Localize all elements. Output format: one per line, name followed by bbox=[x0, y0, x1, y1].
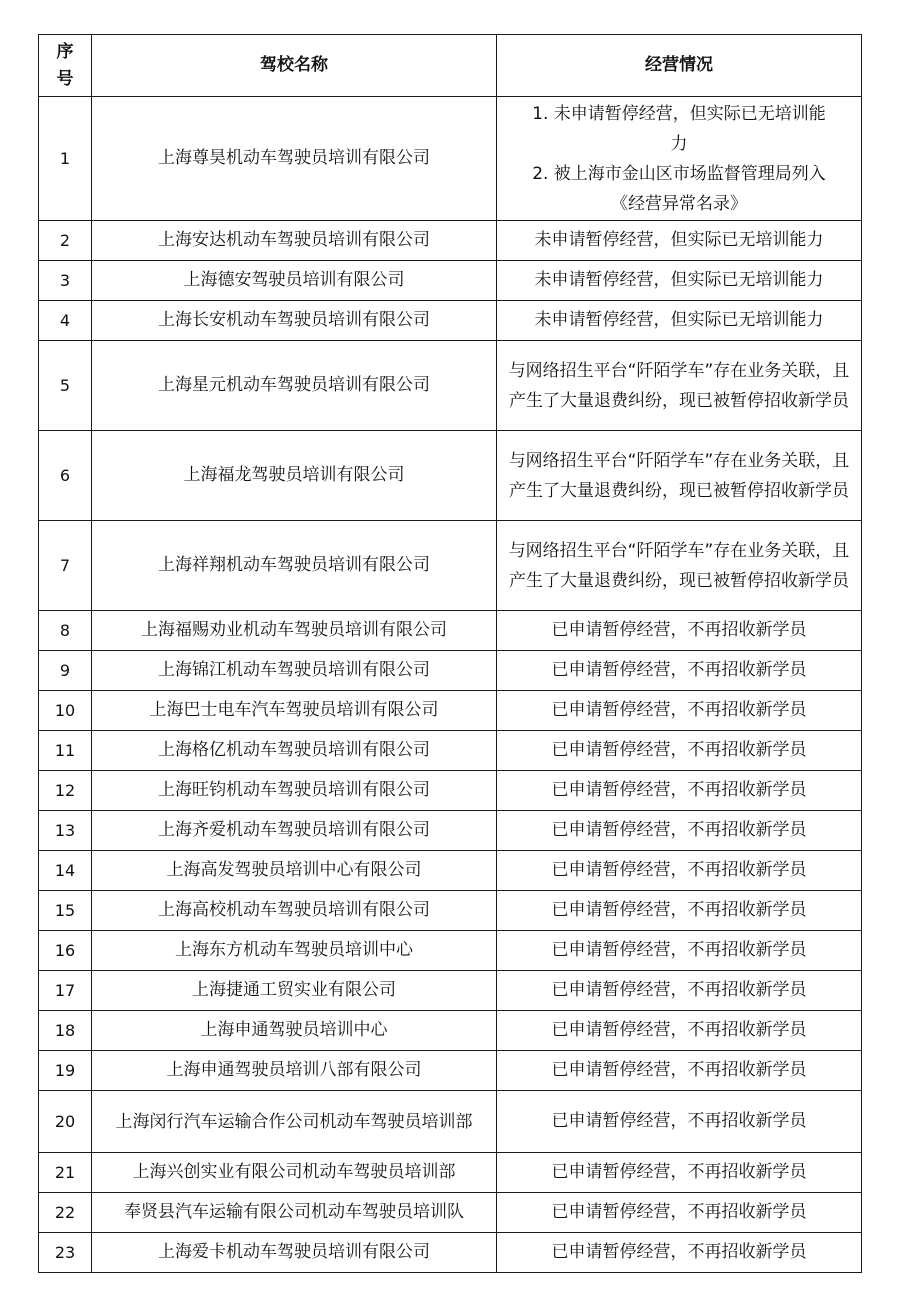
row-school-name: 上海长安机动车驾驶员培训有限公司 bbox=[92, 301, 497, 341]
row-index: 8 bbox=[39, 611, 92, 651]
row-status: 已申请暂停经营，不再招收新学员 bbox=[497, 651, 862, 691]
row-school-name: 奉贤县汽车运输有限公司机动车驾驶员培训队 bbox=[92, 1193, 497, 1233]
row-school-name: 上海申通驾驶员培训中心 bbox=[92, 1011, 497, 1051]
row-index: 7 bbox=[39, 521, 92, 611]
row-school-name: 上海德安驾驶员培训有限公司 bbox=[92, 261, 497, 301]
row-index: 19 bbox=[39, 1051, 92, 1091]
row-index: 12 bbox=[39, 771, 92, 811]
row-school-name: 上海申通驾驶员培训八部有限公司 bbox=[92, 1051, 497, 1091]
row-index: 21 bbox=[39, 1153, 92, 1193]
row-status: 已申请暂停经营，不再招收新学员 bbox=[497, 1011, 862, 1051]
row-index: 18 bbox=[39, 1011, 92, 1051]
row-status: 已申请暂停经营，不再招收新学员 bbox=[497, 691, 862, 731]
row-index: 2 bbox=[39, 221, 92, 261]
row-index: 15 bbox=[39, 891, 92, 931]
row-school-name: 上海旺钧机动车驾驶员培训有限公司 bbox=[92, 771, 497, 811]
row-index: 10 bbox=[39, 691, 92, 731]
row-school-name: 上海捷通工贸实业有限公司 bbox=[92, 971, 497, 1011]
table-row bbox=[39, 731, 862, 771]
row-status: 已申请暂停经营，不再招收新学员 bbox=[497, 811, 862, 851]
row-school-name: 上海齐爱机动车驾驶员培训有限公司 bbox=[92, 811, 497, 851]
table-row bbox=[39, 771, 862, 811]
document-page bbox=[38, 34, 862, 1273]
row-status: 未申请暂停经营，但实际已无培训能力 bbox=[497, 261, 862, 301]
row-status: 未申请暂停经营，但实际已无培训能力 bbox=[497, 301, 862, 341]
table-row bbox=[39, 691, 862, 731]
row-index: 11 bbox=[39, 731, 92, 771]
row-index: 22 bbox=[39, 1193, 92, 1233]
row-index: 6 bbox=[39, 431, 92, 521]
table-row bbox=[39, 971, 862, 1011]
row-school-name: 上海福赐劝业机动车驾驶员培训有限公司 bbox=[92, 611, 497, 651]
table-row bbox=[39, 851, 862, 891]
header-school-name: 驾校名称 bbox=[92, 35, 497, 97]
row-index: 1 bbox=[39, 97, 92, 221]
row-status: 已申请暂停经营，不再招收新学员 bbox=[497, 1051, 862, 1091]
table-row bbox=[39, 931, 862, 971]
row-status: 已申请暂停经营，不再招收新学员 bbox=[497, 1153, 862, 1193]
row-index: 17 bbox=[39, 971, 92, 1011]
table-row bbox=[39, 811, 862, 851]
row-school-name: 上海爱卡机动车驾驶员培训有限公司 bbox=[92, 1233, 497, 1273]
row-school-name: 上海尊昊机动车驾驶员培训有限公司 bbox=[92, 97, 497, 221]
table-row bbox=[39, 301, 862, 341]
table-row bbox=[39, 1233, 862, 1273]
row-status: 已申请暂停经营，不再招收新学员 bbox=[497, 771, 862, 811]
table-row bbox=[39, 97, 862, 221]
row-index: 9 bbox=[39, 651, 92, 691]
row-school-name: 上海祥翔机动车驾驶员培训有限公司 bbox=[92, 521, 497, 611]
row-school-name: 上海东方机动车驾驶员培训中心 bbox=[92, 931, 497, 971]
row-school-name: 上海兴创实业有限公司机动车驾驶员培训部 bbox=[92, 1153, 497, 1193]
table-row bbox=[39, 261, 862, 301]
table-row bbox=[39, 341, 862, 431]
row-status: 与网络招生平台“阡陌学车”存在业务关联，且产生了大量退费纠纷，现已被暂停招收新学员 bbox=[497, 341, 862, 431]
row-status: 与网络招生平台“阡陌学车”存在业务关联，且产生了大量退费纠纷，现已被暂停招收新学员 bbox=[497, 521, 862, 611]
row-school-name: 上海锦江机动车驾驶员培训有限公司 bbox=[92, 651, 497, 691]
row-index: 16 bbox=[39, 931, 92, 971]
table-row bbox=[39, 1153, 862, 1193]
row-index: 23 bbox=[39, 1233, 92, 1273]
row-index: 20 bbox=[39, 1091, 92, 1153]
table-row bbox=[39, 1011, 862, 1051]
row-school-name: 上海星元机动车驾驶员培训有限公司 bbox=[92, 341, 497, 431]
table-header-row bbox=[39, 35, 862, 97]
row-status: 已申请暂停经营，不再招收新学员 bbox=[497, 851, 862, 891]
row-status: 已申请暂停经营，不再招收新学员 bbox=[497, 891, 862, 931]
table-row bbox=[39, 221, 862, 261]
header-index: 序 号 bbox=[39, 35, 92, 97]
table-row bbox=[39, 651, 862, 691]
row-school-name: 上海高校机动车驾驶员培训有限公司 bbox=[92, 891, 497, 931]
row-index: 3 bbox=[39, 261, 92, 301]
row-school-name: 上海闵行汽车运输合作公司机动车驾驶员培训部 bbox=[92, 1091, 497, 1153]
row-status: 1. 未申请暂停经营，但实际已无培训能 力 2. 被上海市金山区市场监督管理局列入 《经营异常名录》 bbox=[497, 97, 862, 221]
table-row bbox=[39, 1193, 862, 1233]
row-status: 已申请暂停经营，不再招收新学员 bbox=[497, 1091, 862, 1153]
row-index: 14 bbox=[39, 851, 92, 891]
table-row bbox=[39, 1091, 862, 1153]
table-row bbox=[39, 1051, 862, 1091]
table-row bbox=[39, 611, 862, 651]
table-row bbox=[39, 891, 862, 931]
row-index: 4 bbox=[39, 301, 92, 341]
row-status: 已申请暂停经营，不再招收新学员 bbox=[497, 611, 862, 651]
row-status: 未申请暂停经营，但实际已无培训能力 bbox=[497, 221, 862, 261]
row-school-name: 上海高发驾驶员培训中心有限公司 bbox=[92, 851, 497, 891]
row-school-name: 上海格亿机动车驾驶员培训有限公司 bbox=[92, 731, 497, 771]
row-status: 已申请暂停经营，不再招收新学员 bbox=[497, 731, 862, 771]
row-status: 已申请暂停经营，不再招收新学员 bbox=[497, 1193, 862, 1233]
row-status: 已申请暂停经营，不再招收新学员 bbox=[497, 1233, 862, 1273]
row-status: 与网络招生平台“阡陌学车”存在业务关联，且产生了大量退费纠纷，现已被暂停招收新学员 bbox=[497, 431, 862, 521]
row-index: 13 bbox=[39, 811, 92, 851]
row-school-name: 上海福龙驾驶员培训有限公司 bbox=[92, 431, 497, 521]
row-status: 已申请暂停经营，不再招收新学员 bbox=[497, 931, 862, 971]
driving-school-table bbox=[38, 34, 862, 1273]
row-status: 已申请暂停经营，不再招收新学员 bbox=[497, 971, 862, 1011]
row-school-name: 上海巴士电车汽车驾驶员培训有限公司 bbox=[92, 691, 497, 731]
header-status: 经营情况 bbox=[497, 35, 862, 97]
table-row bbox=[39, 431, 862, 521]
row-school-name: 上海安达机动车驾驶员培训有限公司 bbox=[92, 221, 497, 261]
table-row bbox=[39, 521, 862, 611]
row-index: 5 bbox=[39, 341, 92, 431]
